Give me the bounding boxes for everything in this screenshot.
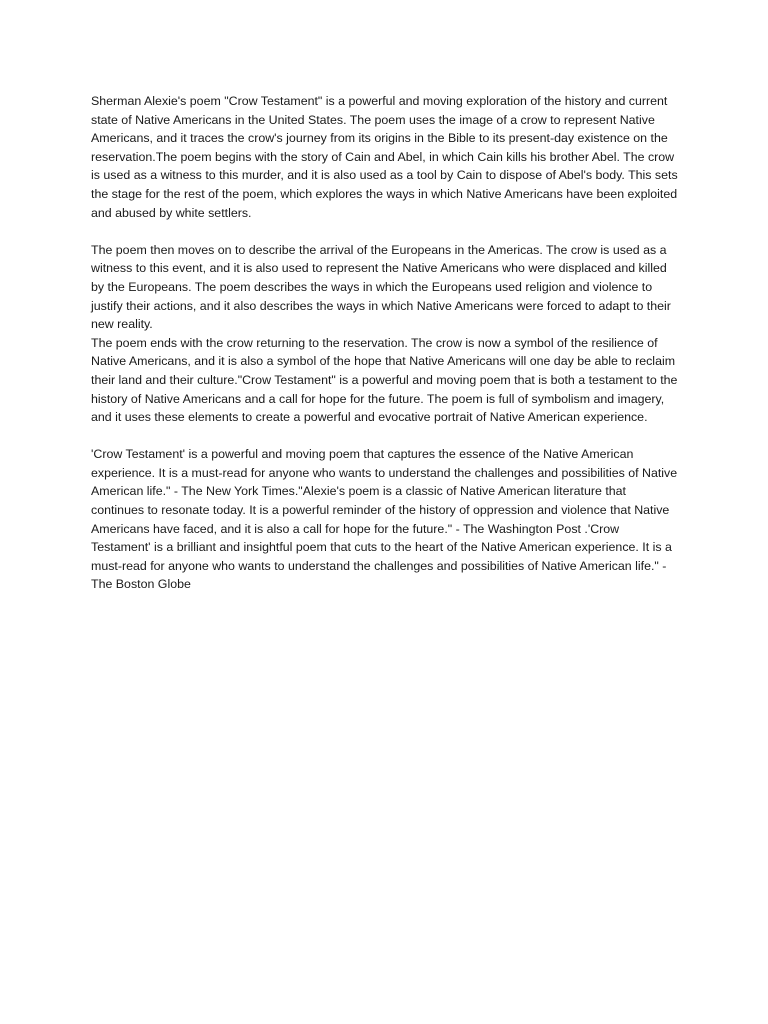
paragraph-3: The poem ends with the crow returning to the reservation. The crow is now a symbol of the resilience of Native Americans, and it is also a symbol of the hope that Native Americans will one day be able to reclaim their land and their culture."Crow Testament" is a powerful and moving poem that is both a testament to the history of Native Americans and a call for hope for the future. The poem is full of symbolism and imagery, and it uses these elements to create a powerful and evocative portrait of Native American experience.: [91, 335, 678, 425]
paragraph-2: The poem then moves on to describe the arrival of the Europeans in the Americas. The crow is used as a witness to this event, and it is also used to represent the Native Americans who were displaced and killed by the Europeans. The poem describes the ways in which the Europeans used religion and violence to justify their actions, and it also describes the ways in which Native Americans were forced to adapt to their new reality.: [91, 242, 671, 332]
paragraph-4: 'Crow Testament' is a powerful and moving poem that captures the essence of the Native American experience. It is a must-read for anyone who wants to understand the challenges and possibilities of Native American life." - The New York Times."Alexie's poem is a classic of Native American literature that continues to resonate today. It is a powerful reminder of the history of oppression and violence that Native Americans have faced, and it is also a call for hope for the future." - The Washington Post .'Crow Testament' is a brilliant and insightful poem that cuts to the heart of the Native American experience. It is a must-read for anyone who wants to understand the challenges and possibilities of Native American life." - The Boston Globe: [91, 447, 678, 592]
paragraph-1: Sherman Alexie's poem "Crow Testament" is a powerful and moving exploration of the history and current state of Native Americans in the United States. The poem uses the image of a crow to represent Native Americans, and it traces the crow's journey from its origins in the Bible to its present-day existence on the reservation.The poem begins with the story of Cain and Abel, in which Cain kills his brother Abel. The crow is used as a witness to this murder, and it is also used as a tool by Cain to dispose of Abel's body. This sets the stage for the rest of the poem, which explores the ways in which Native Americans have been exploited and abused by white settlers.: [91, 94, 678, 220]
document-body: [91, 92, 679, 594]
